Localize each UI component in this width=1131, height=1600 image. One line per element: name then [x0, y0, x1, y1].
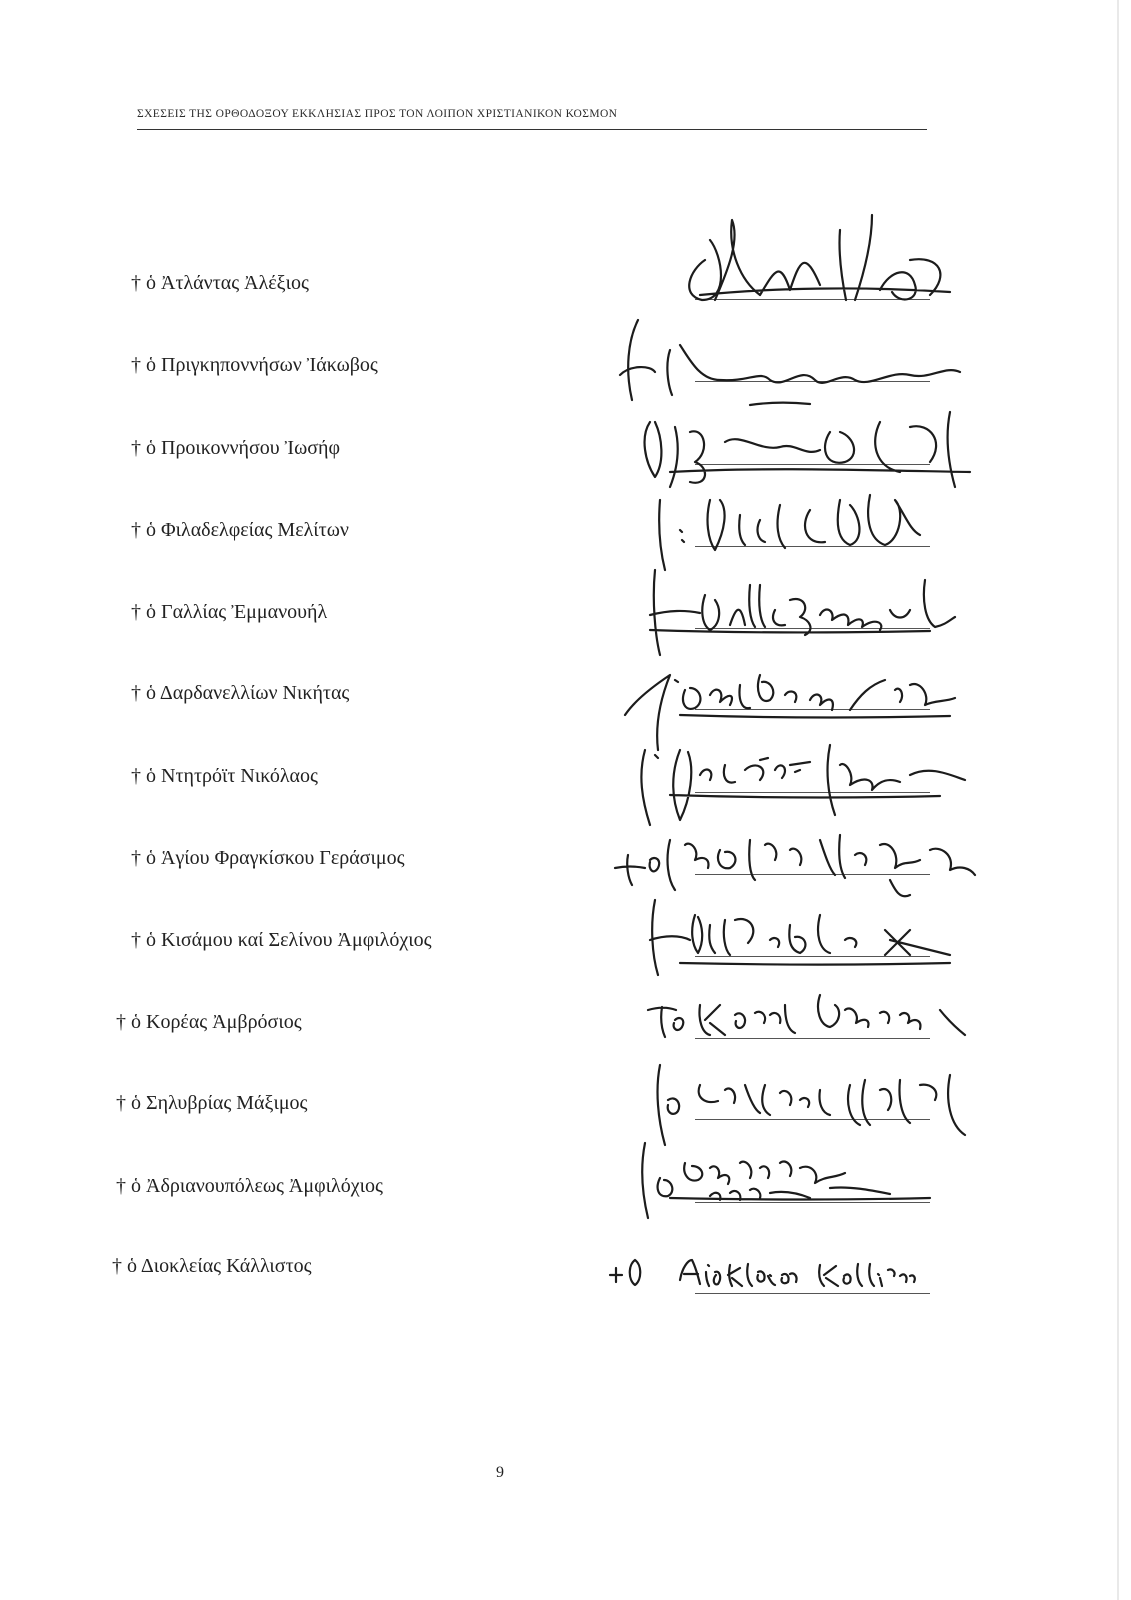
- signatory-name: † ὁ Ἁγίου Φραγκίσκου Γεράσιμος: [131, 847, 405, 869]
- signatory-name: † ὁ Ἀδριανουπόλεως Ἀμφιλόχιος: [116, 1175, 383, 1197]
- signatory-name: † ὁ Ντητρόϊτ Νικόλαος: [131, 765, 318, 787]
- signatory-name: † ὁ Σηλυβρίας Μάξιμος: [116, 1092, 308, 1114]
- signatory-name: † ὁ Διοκλείας Κάλλιστος: [112, 1255, 312, 1277]
- handwritten-signature: [610, 200, 1010, 310]
- handwritten-signature: [610, 1220, 1010, 1330]
- handwritten-signature: [610, 1118, 1010, 1228]
- signatory-name: † ὁ Πριγκηποννήσων Ἰάκωβος: [131, 354, 378, 376]
- signatory-name: † ὁ Φιλαδελφείας Μελίτων: [131, 519, 349, 541]
- signatory-name: † ὁ Γαλλίας Ἐμμανουήλ: [131, 601, 328, 623]
- running-header: ΣΧΕΣΕΙΣ ΤΗΣ ΟΡΘΟΔΟΞΟΥ ΕΚΚΛΗΣΙΑΣ ΠΡΟΣ ΤΟΝ ΛΟΙΠΟΝ ΧΡΙΣΤΙΑΝΙΚΟΝ ΚΟΣΜΟΝ: [137, 108, 618, 120]
- signatory-name: † ὁ Κισάμου καί Σελίνου Ἀμφιλόχιος: [131, 929, 432, 951]
- page-number: 9: [496, 1464, 504, 1481]
- signatory-name: † ὁ Προικοννήσου Ἰωσήφ: [131, 437, 341, 459]
- signatory-name: † ὁ Κορέας Ἀμβρόσιος: [116, 1011, 302, 1033]
- signatory-name: † ὁ Δαρδανελλίων Νικήτας: [131, 682, 350, 704]
- header-rule: [137, 129, 927, 130]
- signatory-name: † ὁ Ἀτλάντας Ἀλέξιος: [131, 272, 309, 294]
